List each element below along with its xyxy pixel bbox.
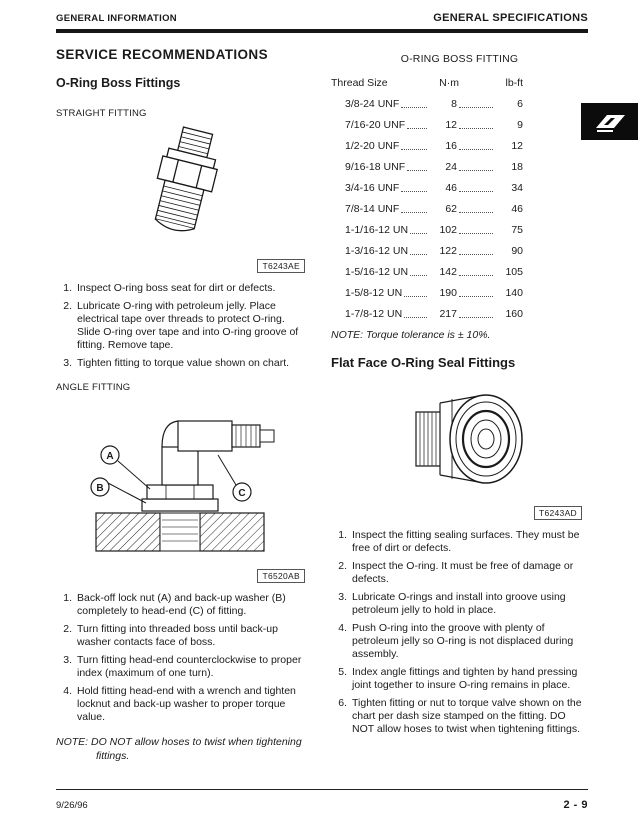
footer-page-number: 2 - 9 — [563, 799, 588, 811]
right-column — [331, 47, 588, 764]
torque-row — [331, 203, 523, 215]
thread-size: 7/16-20 UNF — [345, 119, 406, 131]
figure-tag-row — [331, 503, 582, 521]
section-edge-tab — [581, 103, 638, 140]
section-title: SERVICE RECOMMENDATIONS — [56, 47, 268, 62]
nm-value: 24 — [445, 161, 457, 173]
callout-b: B — [96, 483, 104, 495]
figure-tag-row — [56, 566, 305, 584]
step-number: 4. — [63, 685, 72, 698]
thread-size: 1-1/16-12 UN — [345, 224, 409, 236]
nm-value: 46 — [445, 182, 457, 194]
step-number: 1. — [63, 592, 72, 605]
lbft-value: 46 — [511, 203, 523, 215]
step-text: Inspect O-ring boss seat for dirt or defects. — [77, 282, 276, 294]
straight-fitting-illustration — [56, 125, 311, 254]
note-text: NOTE: DO NOT allow hoses to twist when tightening fittings. — [56, 736, 302, 762]
torque-row — [331, 161, 523, 173]
nm-value: 102 — [439, 224, 457, 236]
thread-size: 1-5/8-12 UN — [345, 287, 403, 299]
torque-table-title: O-RING BOSS FITTING — [400, 53, 519, 65]
torque-row — [331, 98, 523, 110]
step-text: Hold fitting head-end with a wrench and tighten locknut and back-up washer to proper torque value. — [77, 685, 296, 724]
step-text: Index angle fittings and tighten by hand pressing joint together to insure O-ring remains in place. — [352, 665, 578, 691]
callout-c: C — [238, 488, 246, 500]
torque-row — [331, 266, 523, 278]
nm-value: 12 — [445, 119, 457, 131]
step-number: 1. — [63, 282, 72, 294]
step-item — [331, 529, 588, 555]
step-item — [56, 357, 311, 370]
angle-fitting-drawing — [66, 399, 301, 559]
step-text: Inspect the fitting sealing surfaces. They must be free of dirt or defects. — [352, 528, 580, 554]
step-text: Lubricate O-rings and install into groove using petroleum jelly to hold in place. — [352, 590, 566, 616]
lbft-value: 75 — [511, 224, 523, 236]
step-number: 2. — [63, 623, 72, 636]
thread-size: 9/16-18 UNF — [345, 161, 406, 173]
step-item — [56, 282, 311, 295]
step-text: Tighten fitting to torque value shown on chart. — [77, 357, 290, 370]
lbft-value: 90 — [511, 245, 523, 257]
thread-size: 1/2-20 UNF — [345, 140, 400, 152]
step-text: Push O-ring into the groove with plenty of petroleum jelly so O-ring is not displaced during assembly. — [352, 621, 574, 660]
nm-value: 16 — [445, 140, 457, 152]
step-text: Inspect the O-ring. It must be free of damage or defects. — [352, 559, 574, 585]
thread-size: 3/4-16 UNF — [345, 182, 400, 194]
left-column — [56, 47, 311, 764]
figure-tag: T6243AE — [257, 259, 305, 273]
thread-size: 1-3/16-12 UN — [345, 245, 409, 257]
torque-note: NOTE: Torque tolerance is ± 10%. — [331, 329, 491, 341]
torque-row — [331, 308, 523, 320]
col-header-lbft: lb-ft — [505, 77, 523, 89]
step-item — [331, 560, 588, 586]
figure-tag-row — [56, 256, 305, 274]
step-item — [56, 300, 311, 352]
tab-mark-icon — [589, 109, 631, 135]
angle-fitting-steps — [56, 592, 311, 724]
callout-a: A — [106, 451, 114, 463]
torque-table-header — [331, 77, 523, 89]
lbft-value: 160 — [505, 308, 523, 320]
lbft-value: 34 — [511, 182, 523, 194]
step-number: 4. — [338, 621, 347, 634]
header-right-title: GENERAL SPECIFICATIONS — [433, 12, 588, 24]
thread-size: 3/8-24 UNF — [345, 98, 400, 110]
thread-size: 7/8-14 UNF — [345, 203, 400, 215]
straight-fitting-label: STRAIGHT FITTING — [56, 108, 147, 119]
straight-fitting-drawing — [99, 125, 269, 249]
step-text: Turn fitting into threaded boss until back-up washer contacts face of boss. — [77, 623, 278, 649]
thread-size: 1-7/8-12 UN — [345, 308, 403, 320]
flat-face-title: Flat Face O-Ring Seal Fittings — [331, 354, 516, 370]
step-item — [56, 592, 311, 618]
step-item — [56, 623, 311, 649]
straight-fitting-steps — [56, 282, 311, 370]
step-item — [56, 685, 311, 724]
figure-tag: T6243AD — [534, 506, 582, 520]
step-item — [331, 697, 588, 736]
flat-face-steps — [331, 529, 588, 736]
step-number: 3. — [63, 357, 72, 370]
torque-row — [331, 182, 523, 194]
step-number: 2. — [63, 300, 72, 313]
col-header-thread: Thread Size — [331, 77, 388, 89]
step-number: 3. — [63, 654, 72, 667]
flat-face-illustration — [331, 382, 588, 501]
subsection-title: O-Ring Boss Fittings — [56, 76, 181, 90]
step-number: 5. — [338, 665, 347, 678]
step-text: Back-off lock nut (A) and back-up washer (B) completely to head-end (C) of fitting. — [77, 592, 286, 618]
content-columns — [56, 47, 588, 764]
angle-fitting-illustration — [56, 399, 311, 564]
lbft-value: 6 — [517, 98, 523, 110]
lbft-value: 105 — [505, 266, 523, 278]
torque-row — [331, 119, 523, 131]
nm-value: 122 — [439, 245, 457, 257]
nm-value: 8 — [451, 98, 457, 110]
flat-face-drawing — [380, 382, 540, 496]
torque-row — [331, 140, 523, 152]
col-header-nm: N·m — [439, 77, 459, 89]
lbft-value: 9 — [517, 119, 523, 131]
step-number: 6. — [338, 696, 347, 709]
lbft-value: 140 — [505, 287, 523, 299]
torque-table — [331, 77, 523, 320]
thread-size: 1-5/16-12 UN — [345, 266, 409, 278]
step-text: Tighten fitting or nut to torque valve shown on the chart per dash size stamped on the fitting. DO NOT allow hoses to twist when tightening fittings. — [352, 696, 582, 735]
step-item — [331, 666, 588, 692]
angle-fitting-label: ANGLE FITTING — [56, 382, 131, 394]
torque-row — [331, 287, 523, 299]
torque-row — [331, 245, 523, 257]
step-number: 3. — [338, 590, 347, 603]
footer-date: 9/26/96 — [56, 800, 88, 811]
step-item — [56, 654, 311, 680]
nm-value: 217 — [439, 308, 457, 320]
page-footer — [56, 789, 588, 811]
nm-value: 190 — [439, 287, 457, 299]
step-text: Lubricate O-ring with petroleum jelly. Place electrical tape over threads to protect O-ring. Slide O-ring over tape and into O-ring groove of fitting. Remove tape. — [77, 300, 299, 352]
step-item — [331, 591, 588, 617]
nm-value: 142 — [439, 266, 457, 278]
figure-tag: T6520AB — [257, 569, 305, 583]
lbft-value: 12 — [511, 140, 523, 152]
header-left-title: GENERAL INFORMATION — [56, 13, 177, 24]
step-text: Turn fitting head-end counterclockwise to proper index (maximum of one turn). — [77, 654, 302, 680]
page-header — [56, 12, 588, 33]
nm-value: 62 — [445, 203, 457, 215]
torque-row — [331, 224, 523, 236]
step-number: 1. — [338, 528, 347, 541]
step-item — [331, 622, 588, 661]
step-number: 2. — [338, 559, 347, 572]
lbft-value: 18 — [511, 161, 523, 173]
